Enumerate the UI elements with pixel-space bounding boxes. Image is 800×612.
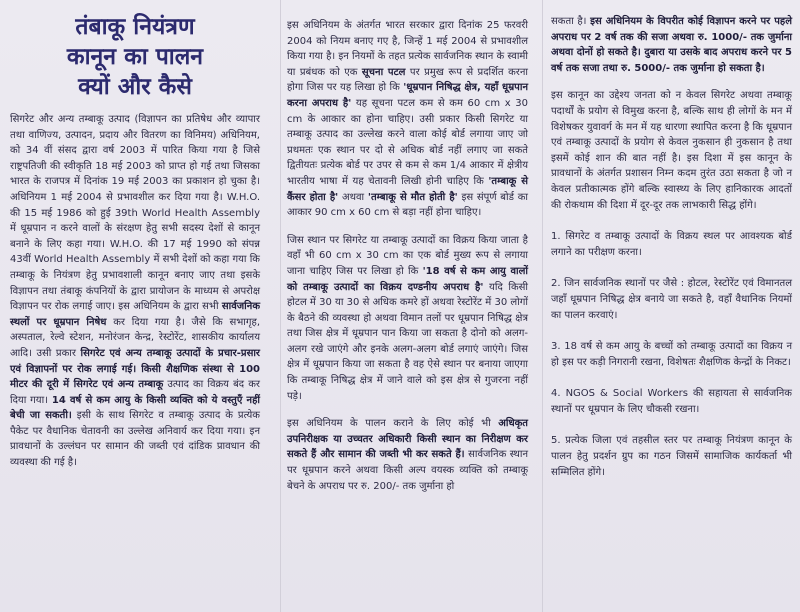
- bold-segment: इस अधिनियम के विपरीत कोई विज्ञापन करने पर पहले अपराध पर 2 वर्ष तक की सजा अथवा रु. 1000/- तक जुर्माना अथवा दोनों हो सकते है। दुबारा या उसके बाद अपराध करने पर 5 वर्ष तक सजा तथा रु. 5000/- तक जुर्माना हो सकता है।: [551, 16, 792, 74]
- intro-paragraph: [10, 112, 260, 471]
- text-segment: यह सूचना पटल कम से कम 60 cm x 30 cm के आकार का होना चाहिए। उसी प्रकार किसी सिगरेट या तम्बाकू उत्पाद का उल्लेख करने वाला कोई बोर्ड लगाया जाए जो प्रथमतः एक स्थान पर दो से अधिक बोर्ड नहीं लगाए जा सकते द्वितीयतः प्रत्येक बोर्ड पर उपर से कम से कम 1/4 आकार में क्षेत्रीय भारतीय भाषा में यह चेतावनी लिखी होनी चाहिए कि: [287, 97, 528, 187]
- bold-segment: अधिकृत उपनिरीक्षक या उच्चतर अधिकारी किसी स्थान का निरीक्षण कर सकते हैं और सामान की जब्ती भी कर सकते हैं।: [287, 418, 528, 461]
- title-line-3: क्यों और कैसे: [78, 74, 192, 100]
- text-segment: इस संपूर्ण बोर्ड का आकार 90 cm x 60 cm से बड़ा नहीं होना चाहिए।: [287, 191, 528, 219]
- title-line-1: तंबाकू नियंत्रण: [75, 14, 195, 40]
- text-segment: सार्वजनिक स्थान पर धूम्रपान करने अथवा किसी अल्प वयस्क व्यक्ति को तम्बाकू बेचने के अपराध पर रु. 200/- तक जुर्माना हो: [287, 449, 529, 492]
- text-segment: इस अधिनियम के अंतर्गत भारत सरकार द्वारा दिनांक 25 फरवरी 2004 को नियम बनाए गए है, जिन्हें 1 मई 2004 से प्रभावशील किया गया है। इन नियमों के तहत प्रत्येक सार्वजनिक स्थान के स्वामी या प्रबंधक को एक: [287, 20, 528, 78]
- bold-segment: सार्वजनिक स्थलों पर धूम्रपान निषेध: [10, 301, 260, 328]
- enforcement-paragraph: [287, 416, 528, 494]
- text-segment: उत्पाद का विक्रय बंद कर दिया गया।: [10, 379, 260, 406]
- bold-segment: '18 वर्ष से कम आयु वालों को तम्बाकू उत्पादों का विक्रय दण्डनीय अपराध है': [287, 265, 528, 293]
- bold-segment: सिगरेट एवं अन्य तम्बाकू उत्पादों के प्रचार-प्रसार एवं विज्ञापनों पर रोक लगाई गई। किसी शैक्षणिक संस्था से 100 मीटर की दूरी में सिगरेट एवं अन्य तम्बाकू: [10, 347, 261, 391]
- list-item: 5. प्रत्येक जिला एवं तहसील स्तर पर तम्बाकू नियंत्रण कानून के पालन हेतु प्रदर्शन ग्रुप का गठन जिसमें सामाजिक कार्यकर्ता भी सम्मिलित होंगे।: [551, 435, 792, 478]
- column-right: [542, 0, 800, 612]
- title-line-2: कानून का पालन: [66, 44, 204, 70]
- text-segment: सिगरेट और अन्य तम्बाकू उत्पाद (विज्ञापन का प्रतिषेध और व्यापार तथा वाणिज्य, उत्पादन, प्रदाय और वितरण का विनिमय) अधिनियम, को 34 वीं संसद द्वारा वर्ष 2003 में पारित किया गया है जिसे राष्ट्रपतिजी की स्वीकृति 18 मई 2003 को प्राप्त हो गई तथा जिसका भारत के राजपत्र में दिनांक 19 मई 2003 का प्रकाशन हो चुका है। अधिनियम 1 मई 2004 से प्रभावशील कर दिया गया है। W.H.O. की 15 मई 1986 को हुई 39th World Health Assembly में धूम्रपान न करने वालों के संरक्षण हेतु सभी सदस्य देशों से कानून बनाने के लिए कहा गया। W.H.O. की 17 मई 1990 को संपन्न 43वीं World Health Assembly में सभी देशों को कहा गया कि तम्बाकू के नियंत्रण हेतु प्रभावशाली कानून बनाए जाए तथा इसके विज्ञापन तथा तंबाकू कंपनियों के द्वारा प्रायोजन के माध्यम से अपरोक्ष विज्ञापन पर रोक लगाई जाए। इस अधिनियम के द्वारा सभी: [10, 114, 260, 313]
- text-segment: कर दिया गया है। जैसे कि सभागृह, अस्पताल, रेल्वे स्टेशन, मनोरंजन केन्द्र, रेस्टोरेंट, शासकीय कार्यालय आदि। उसी प्रकार: [10, 316, 260, 359]
- bold-segment: 'धूम्रपान निषिद्ध क्षेत्र, यहाँ धूम्रपान करना अपराध है': [287, 82, 528, 109]
- text-segment: इसी के साथ सिगरेट व तम्बाकू उत्पाद के प्रत्येक पैकेट पर वैधानिक चेतावनी का उल्लेख अनिवार्य कर दिया गया। इन प्रावधानों के उल्लंघन पर सामान की जब्ती एवं दांडिक प्रावधान की व्यवस्था की गई है।: [10, 410, 260, 469]
- list-item: 4. NGOS & Social Workers की सहायता से सार्वजनिक स्थानों पर धूम्रपान के लिए चौकसी रखना।: [551, 388, 792, 415]
- list-item: 1. सिगरेट व तम्बाकू उत्पादों के विक्रय स्थल पर आवश्यक बोर्ड लगाने का परीक्षण करना।: [551, 231, 792, 258]
- column-middle: [280, 0, 534, 612]
- text-segment: जिस स्थान पर सिगरेट या तम्बाकू उत्पादों का विक्रय किया जाता है वहाँ भी 60 cm x 30 cm का एक बोर्ड मुख्य रूप से लगाया जाना चाहिए जिस पर लिखा हो कि: [287, 234, 528, 277]
- bold-segment: 'तम्बाकू से मौत होती है': [367, 191, 458, 203]
- text-segment: इस अधिनियम के पालन कराने के लिए कोई भी: [287, 418, 499, 430]
- objective-paragraph: इस कानून का उद्देश्य जनता को न केवल सिगरेट अथवा तम्बाकू पदार्थों के प्रयोग से विमुख करना है, बल्कि साथ ही लोगों के मन में विशेषकर युवावर्ग के मन में यह धारणा स्थापित करना है कि धूम्रपान एवं तम्बाकू उत्पादों के प्रयोग से केवल नुकसान ही नुकसान है तथा इसमें कोई शान की बात नहीं है। इस दिशा में इस कानून के प्रावधानों के अंतर्गत प्रशासन निम्न कदम तुरंत उठा सकता है जो न केवल प्रतीकात्मक होंगे बल्कि स्वास्थ्य के लिए हानिकारक आदतों की रोकथाम की दिशा में दूर-दूर तक लाभकारी सिद्ध होंगे।: [551, 90, 792, 211]
- list-item: 2. जिन सार्वजनिक स्थानों पर जैसे : होटल, रेस्टोरेंट एवं विमानतल जहाँ धूम्रपान निषिद्ध क्षेत्र बनाये जा सकते है, वहाँ वैधानिक नियमों का पालन करवाएं।: [551, 278, 792, 321]
- text-segment: सकता है।: [551, 16, 591, 27]
- bold-segment: 14 वर्ष से कम आयु के किसी व्यक्ति को ये वस्तुएँ नहीं बेची जा सकती।: [10, 394, 260, 422]
- column-left: [0, 0, 268, 612]
- penalty-paragraph: [551, 14, 792, 76]
- list-item: 3. 18 वर्ष से कम आयु के बच्चों को तम्बाकू उत्पादों का विक्रय न हो इस पर कड़ी निगरानी रखना, विशेषतः शैक्षणिक केन्द्रों के निकट।: [551, 341, 792, 368]
- text-segment: अथवा: [338, 191, 368, 203]
- text-segment: पर प्रमुख रूप से प्रदर्शित करना होगा जिस पर यह लिखा हो कि: [287, 66, 528, 94]
- bold-segment: 'तम्बाकू से कैंसर होता है': [287, 175, 529, 203]
- rules-paragraph: [287, 18, 528, 221]
- text-segment: यदि किसी होटल में 30 या 30 से अधिक कमरे हों अथवा रेस्टोरेंट में 30 लोगों के बैठने की व्यवस्था हो अथवा विमान तलों पर धूम्रपान निषिद्ध क्षेत्र तथा जिस क्षेत्र में धूम्रपान पान किया जा सकता है दोनो को अलग-अलग रखे जाएंगे और इनके अलग-अलग बोर्ड लगाएं जाएंगे। जिस क्षेत्र में धूम्रपान किया जा सकता है वह ऐसे स्थान पर बनाया जाएगा कि तम्बाकू निषिद्ध क्षेत्र में जाने वाले को इस क्षेत्र से गुजरना नहीं पड़े।: [287, 281, 528, 402]
- bold-segment: सूचना पटल: [361, 66, 406, 78]
- action-steps-list: [551, 229, 792, 480]
- page-title: [10, 12, 260, 102]
- sale-board-paragraph: [287, 233, 528, 405]
